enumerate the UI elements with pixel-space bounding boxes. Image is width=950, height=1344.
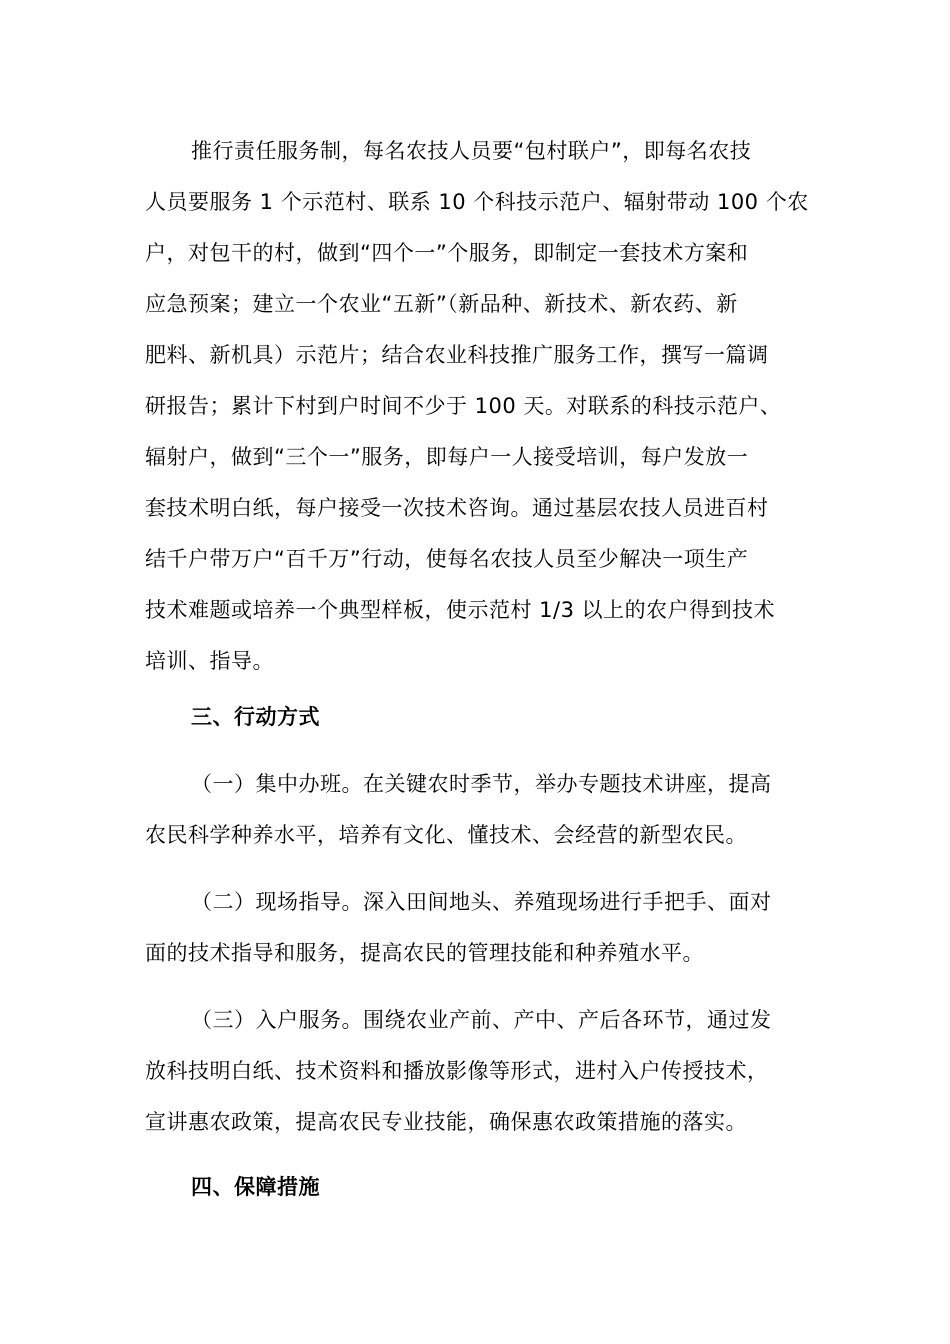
text-line: 肥料、新机具）示范片；结合农业科技推广服务工作，撰写一篇调 <box>145 343 769 367</box>
text-line: 放科技明白纸、技术资料和播放影像等形式，进村入户传授技术， <box>145 1059 769 1083</box>
text-line: 人员要服务 1 个示范村、联系 10 个科技示范户、辐射带动 100 个农 <box>145 190 809 214</box>
paragraph-centralized-classes <box>145 759 805 861</box>
text-line: 应急预案；建立一个农业“五新”（新品种、新技术、新农药、新 <box>145 292 738 316</box>
text-line: （一）集中办班。在关键农时季节，举办专题技术讲座，提高 <box>191 772 772 796</box>
text-line: （三）入户服务。围绕农业产前、产中、产后各环节，通过发 <box>191 1008 772 1032</box>
paragraph-on-site-guidance <box>145 877 805 979</box>
text-line: 技术难题或培养一个典型样板，使示范村 1/3 以上的农户得到技术 <box>145 598 776 622</box>
section-heading-safeguard-measures: 四、保障措施 <box>191 1175 320 1199</box>
text-line: 户，对包干的村，做到“四个一”个服务，即制定一套技术方案和 <box>145 241 749 265</box>
text-line: 农民科学种养水平，培养有文化、懂技术、会经营的新型农民。 <box>145 823 747 847</box>
text-line: 培训、指导。 <box>145 649 274 673</box>
text-line: 辐射户，做到“三个一”服务，即每户一人接受培训，每户发放一 <box>145 445 749 469</box>
text-line: 研报告；累计下村到户时间不少于 100 天。对联系的科技示范户、 <box>145 394 782 418</box>
text-line: （二）现场指导。深入田间地头、养殖现场进行手把手、面对 <box>191 890 772 914</box>
text-line: 套技术明白纸，每户接受一次技术咨询。通过基层农技人员进百村 <box>145 496 769 520</box>
paragraph-household-service <box>145 995 805 1148</box>
text-line: 推行责任服务制，每名农技人员要“包村联户”，即每名农技 <box>191 139 752 163</box>
section-heading-action-methods: 三、行动方式 <box>191 705 320 729</box>
paragraph-responsibility-system <box>145 126 809 687</box>
text-line: 宣讲惠农政策，提高农民专业技能，确保惠农政策措施的落实。 <box>145 1110 747 1134</box>
text-line: 面的技术指导和服务，提高农民的管理技能和种养殖水平。 <box>145 941 704 965</box>
text-line: 结千户带万户“百千万”行动，使每名农技人员至少解决一项生产 <box>145 547 749 571</box>
